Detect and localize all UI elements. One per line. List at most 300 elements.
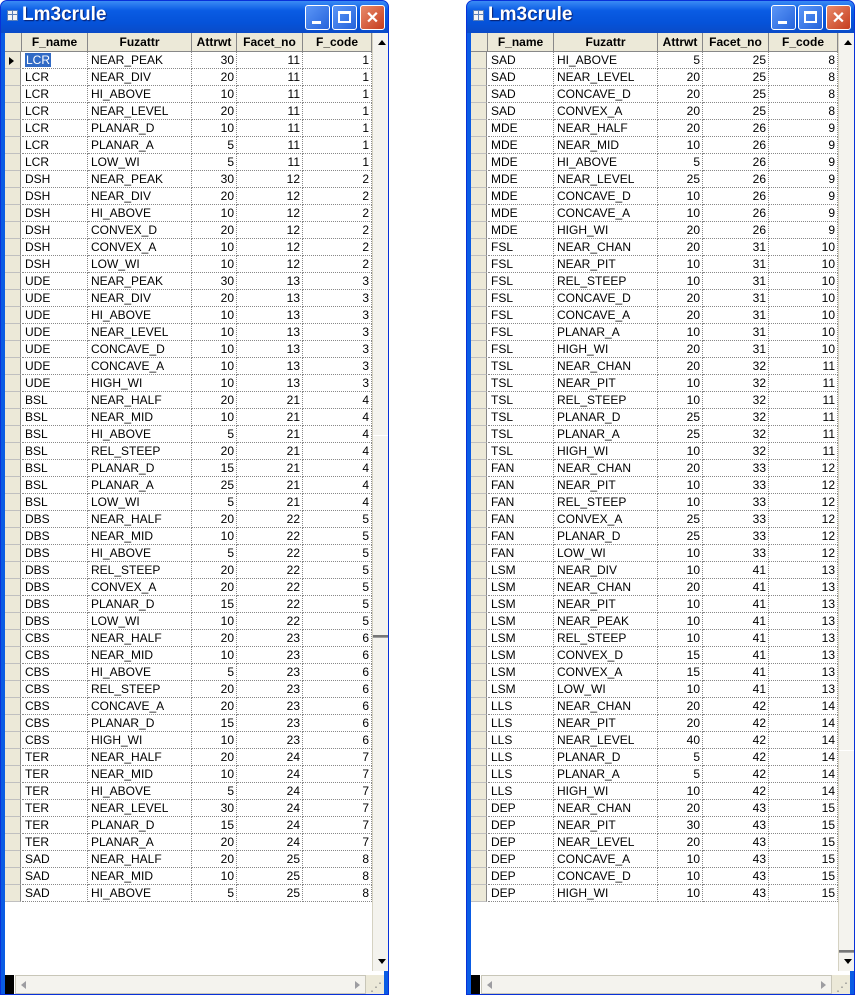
row-selector[interactable] [471,749,487,766]
cell-fname[interactable]: LSM [488,681,554,698]
table-row[interactable] [5,443,372,460]
cell-facet-no[interactable]: 33 [703,460,769,477]
cell-fuzattr[interactable]: NEAR_LEVEL [88,324,192,341]
cell-facet-no[interactable]: 42 [703,715,769,732]
table-row[interactable] [471,545,838,562]
cell-fname[interactable]: DEP [488,851,554,868]
cell-attrwt[interactable]: 10 [192,86,237,103]
horizontal-scrollbar[interactable] [481,975,832,994]
cell-fuzattr[interactable]: HIGH_WI [88,375,192,392]
cell-facet-no[interactable]: 32 [703,392,769,409]
row-selector[interactable] [471,579,487,596]
cell-attrwt[interactable]: 10 [658,613,703,630]
cell-facet-no[interactable]: 33 [703,494,769,511]
cell-fname[interactable]: LLS [488,715,554,732]
cell-fuzattr[interactable]: NEAR_HALF [88,630,192,647]
table-row[interactable] [5,52,372,69]
row-selector[interactable] [5,579,21,596]
row-selector[interactable] [471,800,487,817]
table-row[interactable] [471,885,838,902]
cell-attrwt[interactable]: 20 [658,69,703,86]
cell-facet-no[interactable]: 12 [237,239,303,256]
row-selector[interactable] [5,222,21,239]
cell-fcode[interactable]: 11 [769,358,838,375]
row-selector[interactable] [5,749,21,766]
cell-facet-no[interactable]: 32 [703,426,769,443]
cell-facet-no[interactable]: 43 [703,817,769,834]
resize-grip-icon[interactable] [366,975,384,994]
column-fcode-header[interactable]: F_code [303,33,372,52]
cell-fcode[interactable]: 1 [303,154,372,171]
cell-attrwt[interactable]: 20 [658,290,703,307]
cell-attrwt[interactable]: 10 [192,528,237,545]
table-row[interactable] [5,256,372,273]
table-row[interactable] [5,800,372,817]
cell-fcode[interactable]: 10 [769,341,838,358]
column-fname-header[interactable]: F_name [488,33,554,52]
cell-fcode[interactable]: 8 [303,885,372,902]
cell-fuzattr[interactable]: REL_STEEP [554,630,658,647]
cell-fname[interactable]: FSL [488,341,554,358]
cell-fname[interactable]: TER [22,749,88,766]
cell-fname[interactable]: LLS [488,698,554,715]
row-selector[interactable] [5,341,21,358]
cell-fuzattr[interactable]: NEAR_MID [88,647,192,664]
cell-attrwt[interactable]: 20 [658,358,703,375]
cell-fuzattr[interactable]: NEAR_HALF [88,749,192,766]
table-row[interactable] [471,103,838,120]
cell-fuzattr[interactable]: NEAR_HALF [88,851,192,868]
table-row[interactable] [5,154,372,171]
row-selector[interactable] [471,103,487,120]
cell-fname[interactable]: DSH [22,256,88,273]
cell-attrwt[interactable]: 20 [658,715,703,732]
cell-facet-no[interactable]: 43 [703,885,769,902]
table-row[interactable] [471,817,838,834]
cell-fuzattr[interactable]: PLANAR_D [88,715,192,732]
table-row[interactable] [471,341,838,358]
cell-facet-no[interactable]: 21 [237,494,303,511]
column-facet-no-header[interactable]: Facet_no [237,33,303,52]
cell-fcode[interactable]: 8 [769,69,838,86]
cell-fuzattr[interactable]: LOW_WI [554,545,658,562]
cell-fuzattr[interactable]: CONCAVE_D [554,290,658,307]
row-selector[interactable] [471,613,487,630]
cell-facet-no[interactable]: 24 [237,766,303,783]
cell-attrwt[interactable]: 15 [192,460,237,477]
cell-facet-no[interactable]: 41 [703,562,769,579]
row-selector[interactable] [5,817,21,834]
row-selector[interactable] [471,52,487,69]
row-selector[interactable] [471,86,487,103]
cell-fuzattr[interactable]: HI_ABOVE [88,885,192,902]
cell-attrwt[interactable]: 10 [192,307,237,324]
cell-fname[interactable]: TSL [488,426,554,443]
row-selector[interactable] [471,817,487,834]
cell-facet-no[interactable]: 41 [703,681,769,698]
row-selector[interactable] [5,188,21,205]
cell-fname[interactable]: LLS [488,749,554,766]
cell-attrwt[interactable]: 20 [192,834,237,851]
cell-fcode[interactable]: 7 [303,749,372,766]
row-selector[interactable] [471,239,487,256]
cell-fname[interactable]: LCR [22,120,88,137]
row-selector[interactable] [5,409,21,426]
cell-facet-no[interactable]: 23 [237,664,303,681]
cell-facet-no[interactable]: 12 [237,205,303,222]
row-selector[interactable] [471,290,487,307]
cell-fcode[interactable]: 1 [303,69,372,86]
table-row[interactable] [471,766,838,783]
row-selector[interactable] [471,528,487,545]
cell-fcode[interactable]: 7 [303,800,372,817]
row-selector[interactable] [5,256,21,273]
row-selector[interactable] [5,800,21,817]
row-selector[interactable] [5,698,21,715]
table-row[interactable] [5,613,372,630]
cell-facet-no[interactable]: 24 [237,749,303,766]
row-selector[interactable] [471,460,487,477]
table-row[interactable] [5,188,372,205]
cell-fcode[interactable]: 12 [769,545,838,562]
row-selector[interactable] [471,358,487,375]
row-selector[interactable] [471,392,487,409]
row-selector[interactable] [5,562,21,579]
cell-attrwt[interactable]: 10 [192,868,237,885]
cell-facet-no[interactable]: 31 [703,273,769,290]
row-selector[interactable] [5,868,21,885]
cell-fcode[interactable]: 3 [303,358,372,375]
cell-fcode[interactable]: 5 [303,562,372,579]
cell-facet-no[interactable]: 22 [237,545,303,562]
cell-fname[interactable]: MDE [488,137,554,154]
cell-fname[interactable]: UDE [22,324,88,341]
cell-fname[interactable]: BSL [22,409,88,426]
table-row[interactable] [5,239,372,256]
cell-facet-no[interactable]: 11 [237,120,303,137]
cell-fuzattr[interactable]: REL_STEEP [554,494,658,511]
cell-fname[interactable]: SAD [22,885,88,902]
row-selector[interactable] [5,477,21,494]
cell-fcode[interactable]: 9 [769,222,838,239]
cell-facet-no[interactable]: 13 [237,358,303,375]
table-row[interactable] [471,460,838,477]
cell-fname[interactable]: DBS [22,511,88,528]
row-selector[interactable] [471,273,487,290]
table-row[interactable] [471,562,838,579]
cell-fcode[interactable]: 10 [769,324,838,341]
cell-fuzattr[interactable]: LOW_WI [88,494,192,511]
cell-fuzattr[interactable]: HI_ABOVE [554,154,658,171]
row-selector[interactable] [5,681,21,698]
cell-fuzattr[interactable]: PLANAR_A [88,477,192,494]
cell-attrwt[interactable]: 15 [192,596,237,613]
cell-attrwt[interactable]: 5 [192,426,237,443]
cell-fcode[interactable]: 2 [303,222,372,239]
cell-fname[interactable]: FAN [488,528,554,545]
cell-attrwt[interactable]: 10 [658,783,703,800]
table-row[interactable] [471,375,838,392]
cell-fname[interactable]: TSL [488,358,554,375]
table-row[interactable] [471,171,838,188]
cell-fuzattr[interactable]: CONVEX_D [554,647,658,664]
cell-attrwt[interactable]: 5 [658,52,703,69]
minimize-button[interactable] [305,5,330,30]
cell-facet-no[interactable]: 23 [237,732,303,749]
cell-fuzattr[interactable]: NEAR_CHAN [554,800,658,817]
table-row[interactable] [5,137,372,154]
table-row[interactable] [5,103,372,120]
cell-fuzattr[interactable]: HIGH_WI [554,341,658,358]
cell-attrwt[interactable]: 10 [192,732,237,749]
cell-fuzattr[interactable]: NEAR_HALF [88,392,192,409]
cell-fname[interactable]: FSL [488,239,554,256]
cell-fuzattr[interactable]: PLANAR_D [88,596,192,613]
row-selector[interactable] [5,766,21,783]
cell-facet-no[interactable]: 21 [237,460,303,477]
row-selector[interactable] [471,885,487,902]
cell-facet-no[interactable]: 21 [237,392,303,409]
cell-fuzattr[interactable]: REL_STEEP [554,392,658,409]
cell-fname[interactable]: FAN [488,511,554,528]
table-row[interactable] [471,834,838,851]
table-row[interactable] [471,851,838,868]
cell-attrwt[interactable]: 5 [192,885,237,902]
cell-fcode[interactable]: 12 [769,511,838,528]
cell-fcode[interactable]: 13 [769,596,838,613]
table-row[interactable] [471,647,838,664]
cell-fuzattr[interactable]: CONCAVE_D [554,868,658,885]
cell-facet-no[interactable]: 11 [237,103,303,120]
table-row[interactable] [5,324,372,341]
cell-attrwt[interactable]: 10 [658,851,703,868]
cell-fuzattr[interactable]: NEAR_PIT [554,817,658,834]
cell-fname[interactable]: FAN [488,545,554,562]
cell-fuzattr[interactable]: NEAR_MID [88,868,192,885]
table-row[interactable] [471,630,838,647]
cell-fcode[interactable]: 5 [303,545,372,562]
cell-attrwt[interactable]: 40 [658,732,703,749]
row-selector[interactable] [5,834,21,851]
cell-attrwt[interactable]: 10 [192,766,237,783]
table-row[interactable] [471,579,838,596]
cell-fname[interactable]: LLS [488,732,554,749]
cell-fuzattr[interactable]: NEAR_LEVEL [88,103,192,120]
table-row[interactable] [471,358,838,375]
cell-fcode[interactable]: 12 [769,477,838,494]
cell-fname[interactable]: CBS [22,681,88,698]
cell-fuzattr[interactable]: CONCAVE_A [88,358,192,375]
cell-attrwt[interactable]: 10 [658,443,703,460]
row-selector[interactable] [5,324,21,341]
cell-fcode[interactable]: 12 [769,528,838,545]
cell-attrwt[interactable]: 20 [658,222,703,239]
cell-facet-no[interactable]: 31 [703,307,769,324]
row-selector[interactable] [5,358,21,375]
arrow-left-icon[interactable] [487,981,492,989]
cell-facet-no[interactable]: 24 [237,800,303,817]
cell-fcode[interactable]: 5 [303,596,372,613]
cell-facet-no[interactable]: 11 [237,69,303,86]
cell-attrwt[interactable]: 10 [658,545,703,562]
cell-facet-no[interactable]: 43 [703,851,769,868]
cell-fuzattr[interactable]: PLANAR_D [554,409,658,426]
cell-fuzattr[interactable]: PLANAR_A [88,137,192,154]
cell-facet-no[interactable]: 21 [237,443,303,460]
close-button[interactable] [360,5,385,30]
cell-fname[interactable]: BSL [22,494,88,511]
cell-fcode[interactable]: 6 [303,681,372,698]
cell-fcode[interactable]: 9 [769,137,838,154]
cell-fuzattr[interactable]: NEAR_HALF [554,120,658,137]
cell-facet-no[interactable]: 11 [237,52,303,69]
cell-fname[interactable]: FAN [488,477,554,494]
cell-facet-no[interactable]: 22 [237,579,303,596]
table-row[interactable] [471,494,838,511]
cell-fuzattr[interactable]: NEAR_MID [88,409,192,426]
cell-attrwt[interactable]: 15 [192,715,237,732]
cell-fname[interactable]: LCR [22,52,88,69]
cell-fname[interactable]: DSH [22,205,88,222]
cell-fname[interactable]: TER [22,817,88,834]
cell-fname[interactable]: DBS [22,579,88,596]
cell-fcode[interactable]: 14 [769,698,838,715]
row-selector[interactable] [5,460,21,477]
table-row[interactable] [471,290,838,307]
row-selector[interactable] [5,86,21,103]
cell-fcode[interactable]: 12 [769,460,838,477]
cell-facet-no[interactable]: 42 [703,732,769,749]
cell-fuzattr[interactable]: NEAR_PIT [554,477,658,494]
row-selector[interactable] [5,239,21,256]
table-row[interactable] [5,868,372,885]
cell-fcode[interactable]: 3 [303,324,372,341]
cell-facet-no[interactable]: 41 [703,613,769,630]
cell-attrwt[interactable]: 5 [192,783,237,800]
cell-fname[interactable]: CBS [22,630,88,647]
row-selector[interactable] [471,307,487,324]
cell-fname[interactable]: FSL [488,307,554,324]
cell-fname[interactable]: SAD [22,868,88,885]
cell-attrwt[interactable]: 10 [658,630,703,647]
cell-attrwt[interactable]: 20 [658,800,703,817]
row-selector[interactable] [471,783,487,800]
cell-fuzattr[interactable]: CONCAVE_D [554,86,658,103]
cell-fuzattr[interactable]: CONCAVE_A [554,205,658,222]
cell-fuzattr[interactable]: HI_ABOVE [88,783,192,800]
cell-fname[interactable]: FSL [488,256,554,273]
cell-fcode[interactable]: 4 [303,494,372,511]
cell-fcode[interactable]: 6 [303,630,372,647]
cell-fuzattr[interactable]: HI_ABOVE [88,426,192,443]
cell-fcode[interactable]: 1 [303,137,372,154]
cell-facet-no[interactable]: 23 [237,681,303,698]
cell-fuzattr[interactable]: HIGH_WI [88,732,192,749]
cell-facet-no[interactable]: 25 [703,103,769,120]
table-row[interactable] [471,426,838,443]
cell-fcode[interactable]: 8 [769,52,838,69]
cell-fname[interactable]: DBS [22,596,88,613]
cell-fcode[interactable]: 3 [303,341,372,358]
cell-facet-no[interactable]: 43 [703,868,769,885]
cell-facet-no[interactable]: 12 [237,222,303,239]
row-selector[interactable] [471,732,487,749]
row-selector[interactable] [471,188,487,205]
cell-attrwt[interactable]: 20 [192,392,237,409]
table-row[interactable] [471,137,838,154]
cell-facet-no[interactable]: 25 [703,86,769,103]
cell-fuzattr[interactable]: NEAR_CHAN [554,460,658,477]
row-selector[interactable] [5,392,21,409]
table-row[interactable] [5,545,372,562]
scroll-thumb[interactable] [373,435,389,638]
table-row[interactable] [471,205,838,222]
row-selector[interactable] [471,562,487,579]
cell-attrwt[interactable]: 10 [658,392,703,409]
table-row[interactable] [471,800,838,817]
cell-fcode[interactable]: 1 [303,103,372,120]
cell-fuzattr[interactable]: NEAR_PIT [554,596,658,613]
cell-fuzattr[interactable]: CONVEX_D [88,222,192,239]
cell-fuzattr[interactable]: NEAR_DIV [88,188,192,205]
cell-attrwt[interactable]: 25 [658,511,703,528]
row-selector[interactable] [5,154,21,171]
cell-attrwt[interactable]: 30 [192,171,237,188]
cell-fcode[interactable]: 13 [769,630,838,647]
cell-fuzattr[interactable]: LOW_WI [88,256,192,273]
data-grid[interactable] [471,33,838,971]
cell-fname[interactable]: UDE [22,341,88,358]
row-selector[interactable] [471,256,487,273]
cell-attrwt[interactable]: 20 [192,290,237,307]
cell-fcode[interactable]: 9 [769,171,838,188]
cell-facet-no[interactable]: 23 [237,647,303,664]
row-selector[interactable] [5,511,21,528]
cell-fuzattr[interactable]: NEAR_CHAN [554,239,658,256]
cell-facet-no[interactable]: 12 [237,256,303,273]
close-button[interactable] [826,5,851,30]
cell-attrwt[interactable]: 20 [658,341,703,358]
table-row[interactable] [5,630,372,647]
cell-attrwt[interactable]: 5 [192,494,237,511]
table-row[interactable] [471,86,838,103]
cell-fuzattr[interactable]: CONVEX_A [554,664,658,681]
cell-facet-no[interactable]: 31 [703,341,769,358]
row-selector[interactable] [5,205,21,222]
scroll-thumb[interactable] [839,750,855,953]
table-row[interactable] [471,120,838,137]
cell-fcode[interactable]: 9 [769,154,838,171]
cell-fuzattr[interactable]: NEAR_PIT [554,375,658,392]
table-row[interactable] [5,766,372,783]
cell-fuzattr[interactable]: CONVEX_A [88,239,192,256]
cell-attrwt[interactable]: 10 [192,256,237,273]
cell-facet-no[interactable]: 22 [237,613,303,630]
table-row[interactable] [5,392,372,409]
cell-fname[interactable]: LCR [22,86,88,103]
arrow-right-icon[interactable] [355,981,360,989]
cell-attrwt[interactable]: 20 [658,579,703,596]
cell-fuzattr[interactable]: HIGH_WI [554,222,658,239]
cell-fname[interactable]: SAD [22,851,88,868]
cell-attrwt[interactable]: 5 [658,766,703,783]
table-row[interactable] [5,698,372,715]
cell-facet-no[interactable]: 26 [703,120,769,137]
cell-fname[interactable]: FSL [488,290,554,307]
table-row[interactable] [471,256,838,273]
cell-attrwt[interactable]: 20 [192,69,237,86]
cell-fuzattr[interactable]: CONCAVE_A [554,307,658,324]
